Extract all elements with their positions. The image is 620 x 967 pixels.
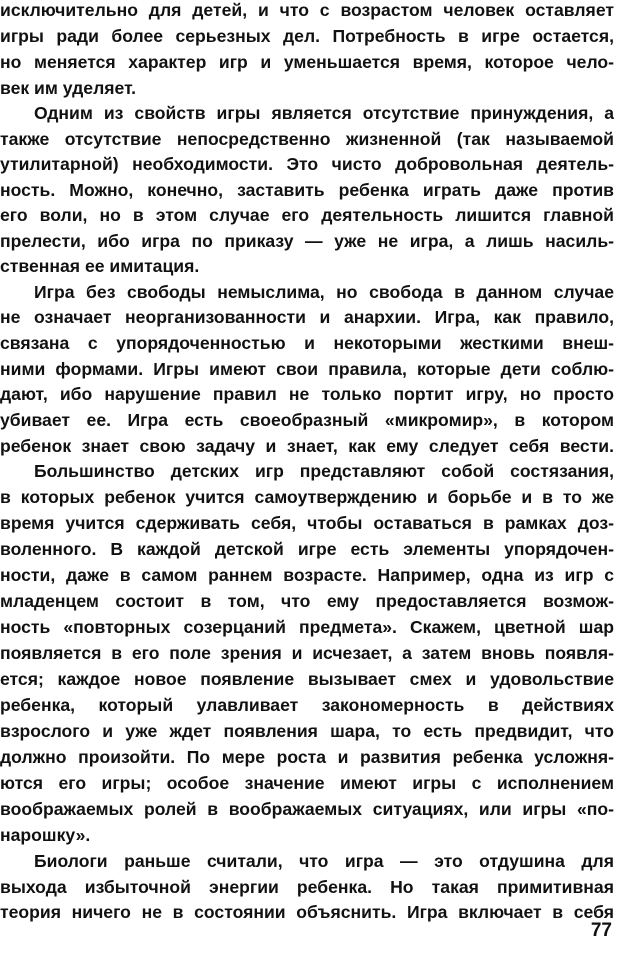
- text-line: воленного. В каждой детской игре есть элементы упорядочен-: [0, 539, 614, 559]
- text-line: не означает неорганизованности и анархии. Игра, как правило,: [0, 307, 614, 327]
- text-line: теория ничего не в состоянии объяснить. Игра включает в себя: [0, 902, 614, 922]
- text-line: убивает ее. Игра есть своеобразный «микромир», в котором: [0, 410, 614, 430]
- text-line: воображаемых ролей в воображаемых ситуациях, или игры «по-: [0, 799, 614, 819]
- paragraph-first-line: Игра без свободы немыслима, но свобода в данном случае: [34, 282, 614, 302]
- text-line: утилитарной) необходимости. Это чисто добровольная деятель-: [0, 154, 614, 174]
- paragraph-first-line: Большинство детских игр представляют собой состязания,: [34, 461, 614, 481]
- text-line: его воли, но в этом случае его деятельность лишится главной: [0, 205, 614, 225]
- text-line: младенцем состоит в том, что ему предоставляется возмож-: [0, 591, 614, 611]
- text-line: нарошку».: [0, 825, 91, 845]
- text-line: дают, ибо нарушение правил не только портит игру, но просто: [0, 384, 614, 404]
- text-line: ребенок знает свою задачу и знает, как ему следует себя вести.: [0, 436, 614, 456]
- text-line: исключительно для детей, и что с возрастом человек оставляет: [0, 0, 614, 20]
- text-line: век им уделяет.: [0, 78, 137, 98]
- text-line: взрослого и уже ждет появления шара, то есть предвидит, что: [0, 721, 614, 741]
- text-line: но меняется характер игр и уменьшается время, которое чело-: [0, 52, 614, 72]
- text-line: ность. Можно, конечно, заставить ребенка играть даже против: [0, 180, 614, 200]
- text-line: ности, даже в самом раннем возрасте. Например, одна из игр с: [0, 565, 614, 585]
- page-number: 77: [590, 920, 612, 941]
- text-line: должно произойти. По мере роста и развития ребенка усложня-: [0, 747, 614, 767]
- text-line: игры ради более серьезных дел. Потребность в игре остается,: [0, 26, 614, 46]
- text-line: ственная ее имитация.: [0, 256, 200, 276]
- text-line: ность «повторных созерцаний предмета». Скажем, цветной шар: [0, 617, 614, 637]
- text-line: время учится сдерживать себя, чтобы оставаться в рамках доз-: [0, 513, 614, 533]
- text-line: появляется в его поле зрения и исчезает, а затем вновь появля-: [0, 643, 614, 663]
- text-line: ними формами. Игры имеют свои правила, которые дети соблю-: [0, 359, 614, 379]
- text-line: в которых ребенок учится самоутверждению и борьбе и в то же: [0, 487, 614, 507]
- text-line: прелести, ибо игра по приказу — уже не игра, а лишь насиль-: [0, 231, 614, 251]
- text-line: ребенка, который улавливает закономерность в действиях: [0, 695, 614, 715]
- paragraph-first-line: Одним из свойств игры является отсутствие принуждения, а: [34, 103, 614, 123]
- text-line: ется; каждое новое появление вызывает смех и удовольствие: [0, 669, 614, 689]
- text-line: также отсутствие непосредственно жизненной (так называемой: [0, 129, 614, 149]
- text-line: ются его игры; особое значение имеют игры с исполнением: [0, 773, 614, 793]
- text-line: выхода избыточной энергии ребенка. Но такая примитивная: [0, 877, 614, 897]
- text-line: связана с упорядоченностью и некоторыми жесткими внеш-: [0, 333, 614, 353]
- paragraph-first-line: Биологи раньше считали, что игра — это отдушина для: [34, 851, 614, 871]
